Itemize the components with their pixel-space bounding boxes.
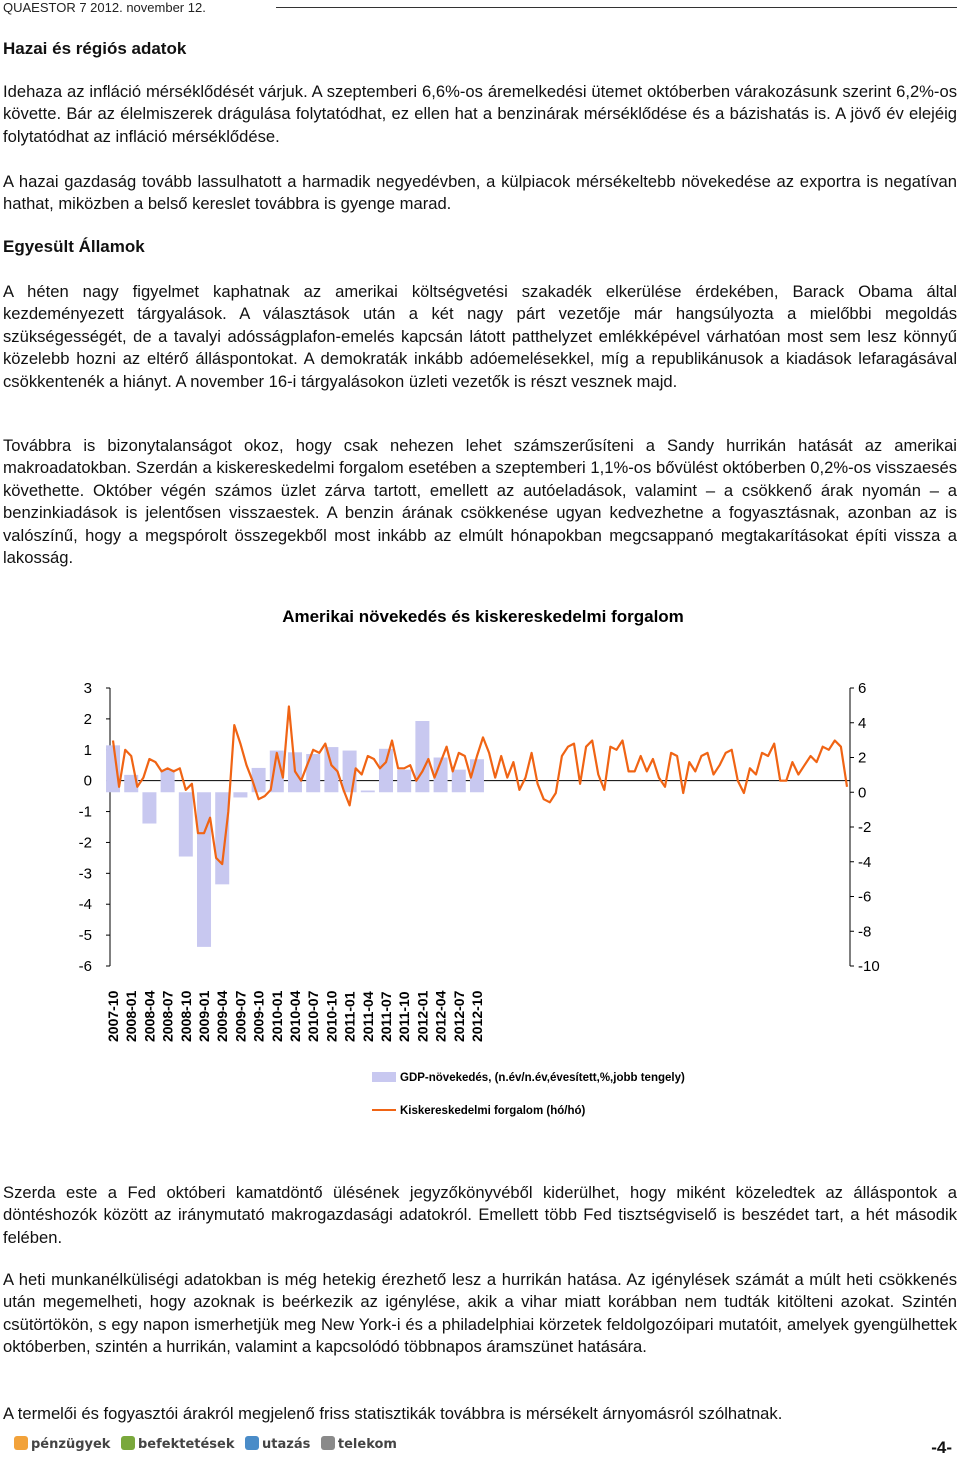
phone-icon [321,1436,335,1450]
header-rule [276,7,957,8]
legend-gdp-swatch [372,1072,396,1082]
x-axis-labels [105,990,485,1042]
x-tick-label: 2011-04 [359,991,376,1042]
left-tick-label: 2 [83,710,92,728]
legend-retail-label: Kiskereskedelmi forgalom (hó/hó) [400,1105,586,1117]
gdp-bar [142,792,156,823]
header-text: QUAESTOR 7 2012. november 12. [3,0,206,15]
gdp-bar [379,749,393,792]
x-tick-label: 2009-10 [250,990,267,1042]
left-tick-label: 3 [83,680,92,697]
x-tick-label: 2008-07 [159,990,176,1042]
left-tick-label: 0 [83,772,92,790]
x-tick-label: 2011-01 [341,991,358,1042]
x-tick-label: 2009-01 [196,990,213,1042]
gdp-bar [161,770,175,793]
left-tick-label: -3 [78,865,92,883]
gdp-bar [215,792,229,884]
page-header [3,0,957,14]
legend-gdp-label: GDP-növekedés, (n.év/n.év,évesített,%,jobb tengely) [400,1072,685,1084]
x-tick-label: 2009-07 [232,990,249,1042]
paragraph: A termelői és fogyasztói árakról megjelenő friss statisztikák továbbra is mérsékelt árnyomásról szólhatnak. [3,1404,783,1423]
gdp-bar [179,792,193,856]
right-tick-label: 2 [858,749,867,767]
gdp-bar [252,768,266,792]
paragraph: Idehaza az infláció mérséklődését várjuk. A szeptemberi 6,6%-os áremelkedési ütemet októberben várakozásunk szerint 6,2%-os követte. Bár az élelmiszerek drágulása folytatódhat, ez ellen hat a benzinárak mérséklődése és a bázishatás is. A jövő év elejéig folytatódhat az infláció mérséklődése. [3,82,957,146]
x-tick-label: 2010-07 [305,990,322,1042]
right-axis-ticks [850,680,880,975]
left-tick-label: 1 [83,741,92,759]
growth-retail-chart [0,600,960,1130]
gdp-bar [233,792,247,797]
paragraph: Továbbra is bizonytalanságot okoz, hogy csak nehezen lehet számszerűsíteni a Sandy hurrikán hatását az amerikai makroadatokban. Szerdán a kiskereskedelmi forgalom esetében a szeptemberi 1,1%-os bővülést októberben 0,2%-os visszaesés követhette. Október végén számos üzlet zárva tartott, emellett az autóeladások, valamint – a csökkenő árak nyomán – a benzinkiadások is jelentősen visszaestek. A benzin árának csökkenése ugyan kedvezhetne a fogyasztásnak, azonban az is valószínű, hogy a megspórolt összegekből most inkább az elmúlt hónapokban megcsappanó megtakarításokat építi vissza a lakosság. [3,436,957,568]
left-tick-label: -1 [78,803,92,821]
gdp-bars [106,721,484,947]
chart-title: Amerikai növekedés és kiskereskedelmi forgalom [282,607,684,626]
paragraph: Szerda este a Fed októberi kamatdöntő ülésének jegyzőkönyvéből kiderülhet, hogy miként közeledtek az álláspontok a döntéshozók között az iránymutató makrogazdasági adatokról. Emellett több Fed tisztségviselő is beszédet tart, a hét második felében. [3,1183,957,1247]
right-tick-label: -10 [858,958,880,975]
section-title-usa: Egyesült Államok [3,237,145,256]
chart-legend [372,1072,685,1117]
gdp-bar [397,770,411,793]
gdp-bar [361,791,375,793]
left-tick-label: -5 [78,927,92,945]
x-tick-label: 2011-07 [377,991,394,1042]
gdp-bar [197,792,211,947]
page-footer [0,1434,960,1468]
x-tick-label: 2012-07 [450,990,467,1042]
gdp-bar [415,721,429,792]
money-icon [14,1436,28,1450]
paragraph: A heti munkanélküliségi adatokban is még hetekig érezhető lesz a hurrikán hatása. Az igénylések számát a múlt heti csökkenés után megemelheti, hogy azoknak is beérkezik az igénylése, akik a vihar miatt korábban nem tudták kitölteni azokat. Szintén csütörtökön, s egy napon ismerhetjük meg New York-i és a philadelphiai körzetek feldolgozóipari mutatóit, amelyek gyengülhettek októberben, szintén a hurrikán, valamint a kapcsolódó többnapos áramszünet hatására. [3,1270,957,1357]
right-tick-label: 6 [858,680,867,697]
section-title-hazai: Hazai és régiós adatok [3,39,187,58]
x-tick-label: 2010-04 [287,990,303,1042]
x-tick-label: 2010-10 [323,990,340,1042]
right-tick-label: -2 [858,819,872,836]
x-tick-label: 2012-04 [432,990,449,1042]
x-tick-label: 2012-10 [468,990,485,1042]
footer-link-strip [8,1436,397,1462]
x-tick-label: 2010-01 [268,990,285,1042]
x-tick-label: 2008-04 [141,990,158,1042]
left-tick-label: -2 [78,834,92,852]
x-tick-label: 2008-01 [123,990,140,1042]
x-tick-label: 2011-10 [396,991,413,1042]
x-tick-label: 2012-01 [414,990,431,1042]
paragraph: A héten nagy figyelmet kaphatnak az amerikai költségvetési szakadék elkerülése érdekében, Barack Obama által kezdeményezett tárgyalások. A választások után a két nagy párt vezetője már hangsúlyozta a mielőbbi megoldás szükségességét, de a tavalyi adósságplafon-emelés kapcsán látott patthelyzet emlékképével várhatóan most sem lesz könnyű közelebb hozni az eltérő álláspontokat. A demokraták inkább adóemelésekkel, míg a republikánusok a kiadások lefaragásával csökkentenék a hiányt. A november 16-i tárgyalásokon üzleti vezetők is részt vesznek majd. [3,282,957,391]
x-tick-label: 2009-04 [214,990,231,1042]
footer-link-penzugyek[interactable]: pénzügyek [31,1437,111,1452]
left-axis-ticks [79,680,110,975]
right-tick-label: 0 [858,784,867,802]
right-tick-label: -6 [858,888,872,906]
page-number: -4- [931,1438,952,1457]
plane-icon [245,1436,259,1450]
x-tick-label: 2007-10 [105,990,122,1042]
paragraph: A hazai gazdaság tovább lassulhatott a harmadik negyedévben, a külpiacok mérsékeltebb növekedése az exportra is negatívan hathat, miközben a belső kereslet továbbra is gyenge marad. [3,172,957,214]
gdp-bar [452,770,466,793]
right-tick-label: -4 [858,853,872,871]
left-tick-label: -4 [78,896,92,914]
footer-link-utazas[interactable]: utazás [262,1437,311,1452]
left-tick-label: -6 [78,958,92,975]
footer-link-befektetesek[interactable]: befektetések [137,1437,235,1452]
chart-icon [121,1436,135,1450]
footer-link-telekom[interactable]: telekom [337,1437,397,1452]
x-tick-label: 2008-10 [177,990,194,1042]
right-tick-label: 4 [858,714,867,732]
right-tick-label: -8 [858,923,872,941]
